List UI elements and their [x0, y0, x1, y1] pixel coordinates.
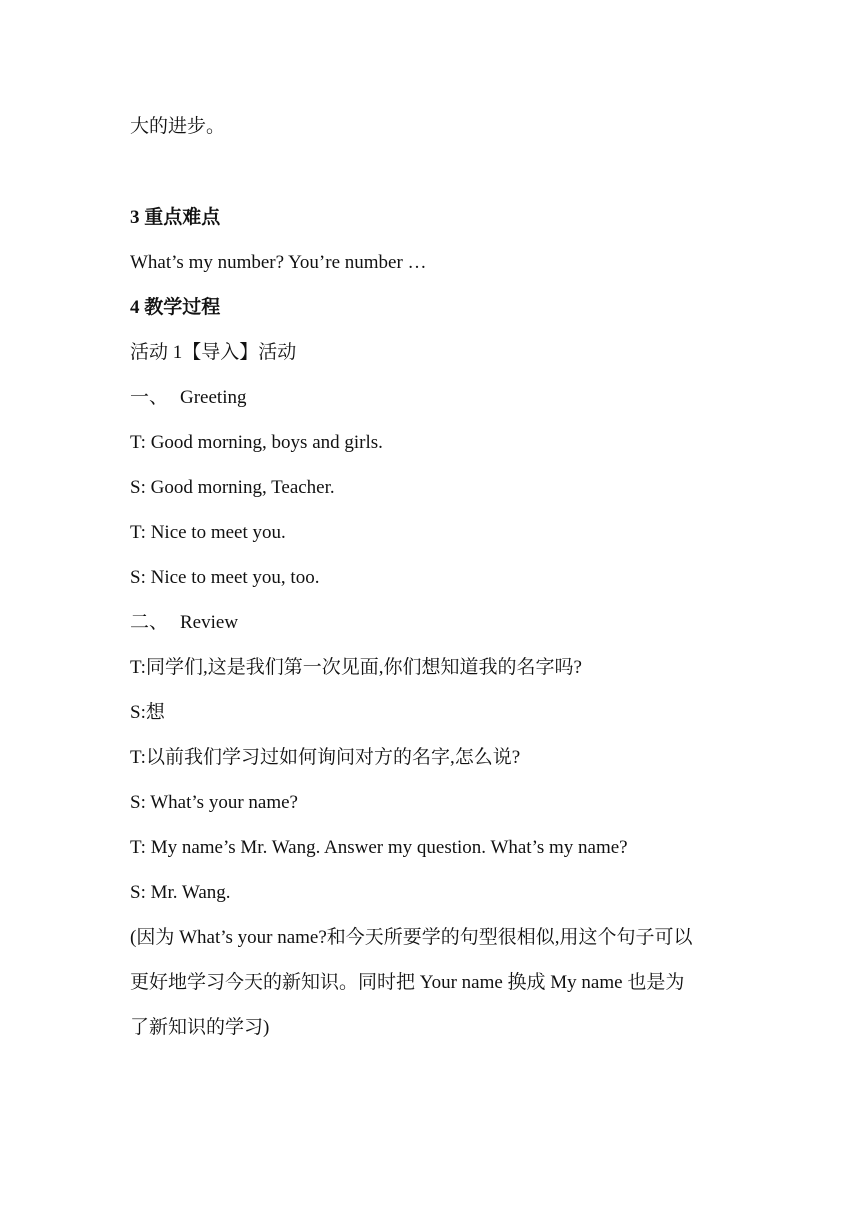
activity-title: 活动 1【导入】活动: [130, 342, 297, 363]
part-1-heading: [130, 386, 246, 410]
dialogue-line: S:想: [130, 702, 165, 723]
dialogue-line: S: What’s your name?: [130, 792, 298, 813]
part-2-heading: [130, 611, 238, 635]
dialogue-line: T: My name’s Mr. Wang. Answer my question. What’s my name?: [130, 837, 628, 858]
part-1-marker: 一、: [130, 387, 169, 408]
dialogue-line: T: Nice to meet you.: [130, 522, 286, 543]
dialogue-line: S: Mr. Wang.: [130, 882, 231, 903]
note-line: 更好地学习今天的新知识。同时把 Your name 换成 My name 也是为: [130, 972, 685, 993]
dialogue-line: T:同学们,这是我们第一次见面,你们想知道我的名字吗?: [130, 657, 582, 678]
part-2-title: Review: [180, 612, 239, 633]
dialogue-line: T: Good morning, boys and girls.: [130, 432, 383, 453]
part-1-title: Greeting: [180, 387, 247, 408]
part-2-marker: 二、: [130, 612, 169, 633]
note-line: 了新知识的学习): [130, 1017, 270, 1038]
dialogue-line: T:以前我们学习过如何询问对方的名字,怎么说?: [130, 747, 521, 768]
section-3-heading: 3 重点难点: [130, 207, 221, 228]
dialogue-line: S: Good morning, Teacher.: [130, 477, 335, 498]
section-4-heading: 4 教学过程: [130, 297, 221, 318]
note-line: (因为 What’s your name?和今天所要学的句型很相似,用这个句子可以: [130, 927, 693, 948]
dialogue-line: S: Nice to meet you, too.: [130, 567, 320, 588]
section-3-text: What’s my number? You’re number …: [130, 252, 427, 273]
continuation-text: 大的进步。: [130, 116, 226, 137]
